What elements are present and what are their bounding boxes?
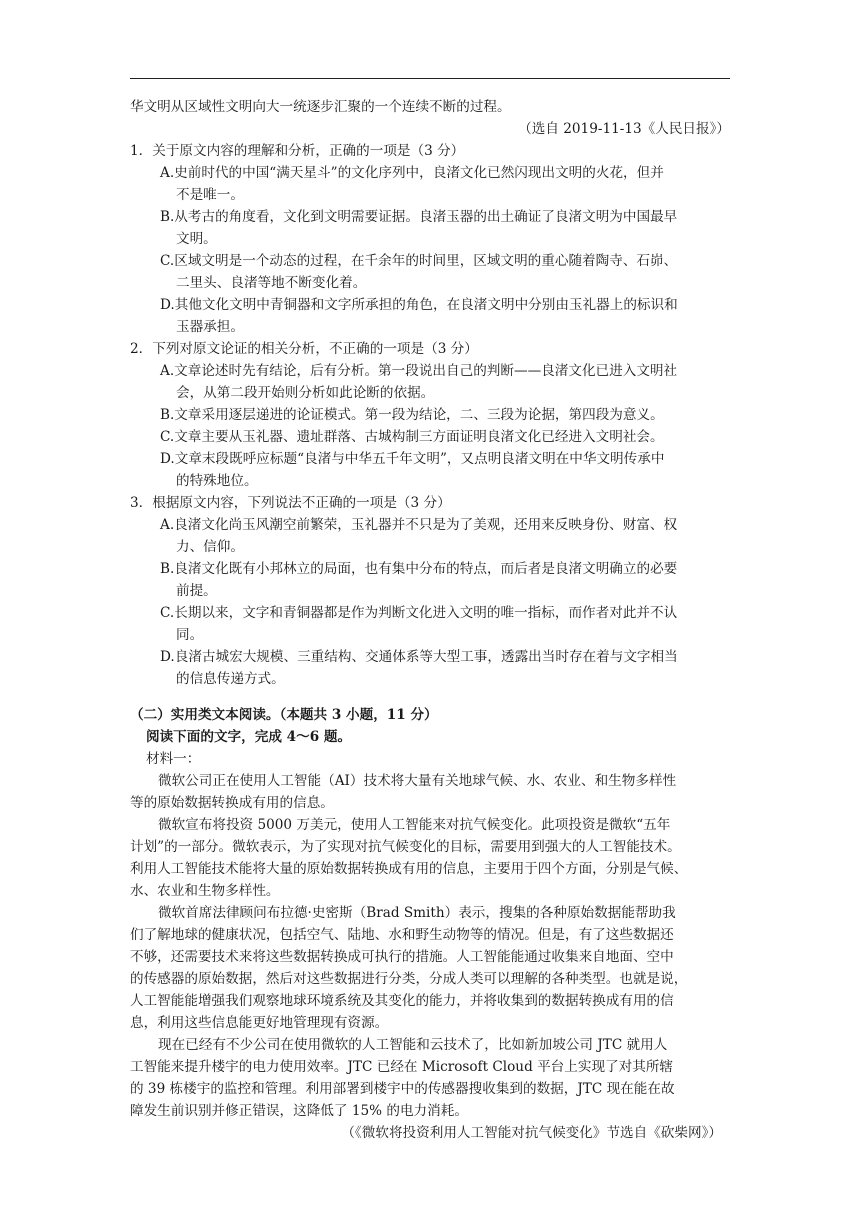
question-stem: 3．根据原文内容，下列说法不正确的一项是（3 分） [130,495,451,511]
paragraph-line: 水、农业和生物多样性。 [130,883,280,899]
answer-option [130,206,730,250]
question-stem: 1．关于原文内容的理解和分析，正确的一项是（3 分） [130,143,465,159]
exam-page [130,96,730,1144]
option-line: 文明。 [176,231,217,247]
option-line: 的特殊地位。 [176,473,258,489]
material-paragraph [130,1034,730,1122]
option-line: C.文章主要从玉礼器、遗址群落、古城构制三方面证明良渚文化已经进入文明社会。 [160,429,664,445]
paragraph-line: 不够，还需要技术来将这些数据转换成可执行的措施。人工智能能通过收集来自地面、空中 [130,949,674,965]
answer-option [130,360,730,404]
option-line: D.良渚古城宏大规模、三重结构、交通体系等大型工事，透露出当时存在着与文字相当 [160,649,678,665]
paragraph-line: 工智能来提升楼宇的电力使用效率。JTC 已经在 Microsoft Cloud 平台上实现了对其所辖 [130,1059,674,1075]
continued-paragraph: 华文明从区域性文明向大一统逐步汇聚的一个连续不断的过程。 [130,99,511,115]
paragraph-line: 微软公司正在使用人工智能（AI）技术将大量有关地球气候、水、农业、和生物多样性 [158,773,677,789]
paragraph-line: 的传感器的原始数据，然后对这些数据进行分类，分成人类可以理解的各种类型。也就是说， [130,971,688,987]
option-line: 不是唯一。 [176,187,244,203]
material-label: 材料一： [146,751,201,767]
answer-option [130,514,730,558]
material-source: （《微软将投资利用人工智能对抗气候变化》节选自《砍柴网》） [341,1125,722,1141]
paragraph-line: 微软首席法律顾问布拉德·史密斯（Brad Smith）表示，搜集的各种原始数据能帮助我 [158,905,676,921]
answer-option [130,646,730,690]
material-paragraph [130,770,730,814]
material-paragraph [130,814,730,902]
paragraph-line: 人工智能能增强我们观察地球环境系统及其变化的能力，并将收集到的数据转换成有用的信 [130,993,674,1009]
option-line: D.文章末段既呼应标题“良渚与中华五千年文明”，又点明良渚文明在中华文明传承中 [160,451,665,467]
option-line: B.良渚文化既有小邦林立的局面，也有集中分布的特点，而后者是良渚文明确立的必要 [160,561,678,577]
option-line: C.区域文明是一个动态的过程，在千余年的时间里，区域文明的重心随着陶寺、石峁、 [160,253,678,269]
paragraph-line: 现在已经有不少公司在使用微软的人工智能和云技术了，比如新加坡公司 JTC 就用人 [158,1037,668,1053]
answer-option [130,602,730,646]
option-line: C.长期以来，文字和青铜器都是作为判断文化进入文明的唯一指标，而作者对此并不认 [160,605,678,621]
section-instruction: 阅读下面的文字，完成 4～6 题。 [146,729,352,745]
answer-option [130,250,730,294]
section-heading: （二）实用类文本阅读。（本题共 3 小题，11 分） [130,707,438,723]
option-line: 玉器承担。 [176,319,244,335]
option-line: 同。 [176,627,204,643]
answer-option [130,294,730,338]
answer-option [130,448,730,492]
option-line: 前提。 [176,583,217,599]
option-line: A.文章论述时先有结论，后有分析。第一段说出自己的判断——良渚文化已进入文明社 [160,363,678,379]
answer-option [130,162,730,206]
answer-option [130,426,730,448]
option-line: B.文章采用逐层递进的论证模式。第一段为结论，二、三段为论据，第四段为意义。 [160,407,664,423]
paragraph-line: 障发生前识别并修正错误，这降低了 15% 的电力消耗。 [130,1103,468,1119]
option-line: A.良渚文化尚玉风潮空前繁荣，玉礼器并不只是为了美观，还用来反映身份、财富、权 [160,517,678,533]
paragraph-line: 的 39 栋楼宇的监控和管理。利用部署到楼宇中的传感器搜收集到的数据，JTC 现在能在故 [130,1081,675,1097]
source-citation: （选自 2019-11-13《人民日报》） [518,121,730,137]
header-rule [130,78,730,79]
paragraph-line: 息，利用这些信息能更好地管理现有资源。 [130,1015,389,1031]
paragraph-line: 们了解地球的健康状况，包括空气、陆地、水和野生动物等的情况。但是，有了这些数据还 [130,927,674,943]
answer-option [130,404,730,426]
option-line: B.从考古的角度看，文化到文明需要证据。良渚玉器的出土确证了良渚文明为中国最早 [160,209,678,225]
option-line: A.史前时代的中国“满天星斗”的文化序列中，良渚文化已然闪现出文明的火花，但并 [160,165,664,181]
option-line: 力、信仰。 [176,539,244,555]
paragraph-line: 等的原始数据转换成有用的信息。 [130,795,334,811]
option-line: 的信息传递方式。 [176,671,285,687]
option-line: D.其他文化文明中青铜器和文字所承担的角色，在良渚文明中分别由玉礼器上的标识和 [160,297,678,313]
paragraph-line: 利用人工智能技术能将大量的原始数据转换成有用的信息，主要用于四个方面，分别是气候、 [130,861,688,877]
answer-option [130,558,730,602]
paragraph-line: 微软宣布将投资 5000 万美元，使用人工智能来对抗气候变化。此项投资是微软“五年 [158,817,671,833]
material-paragraph [130,902,730,1034]
material-body [130,770,730,1122]
question-stem: 2．下列对原文论证的相关分析，不正确的一项是（3 分） [130,341,478,357]
paragraph-line: 计划”的一部分。微软表示，为了实现对抗气候变化的目标，需要用到强大的人工智能技术。 [130,839,681,855]
option-line: 二里头、良渚等地不断变化着。 [176,275,367,291]
question-list [130,140,730,690]
option-line: 会，从第二段开始则分析如此论断的依据。 [176,385,435,401]
